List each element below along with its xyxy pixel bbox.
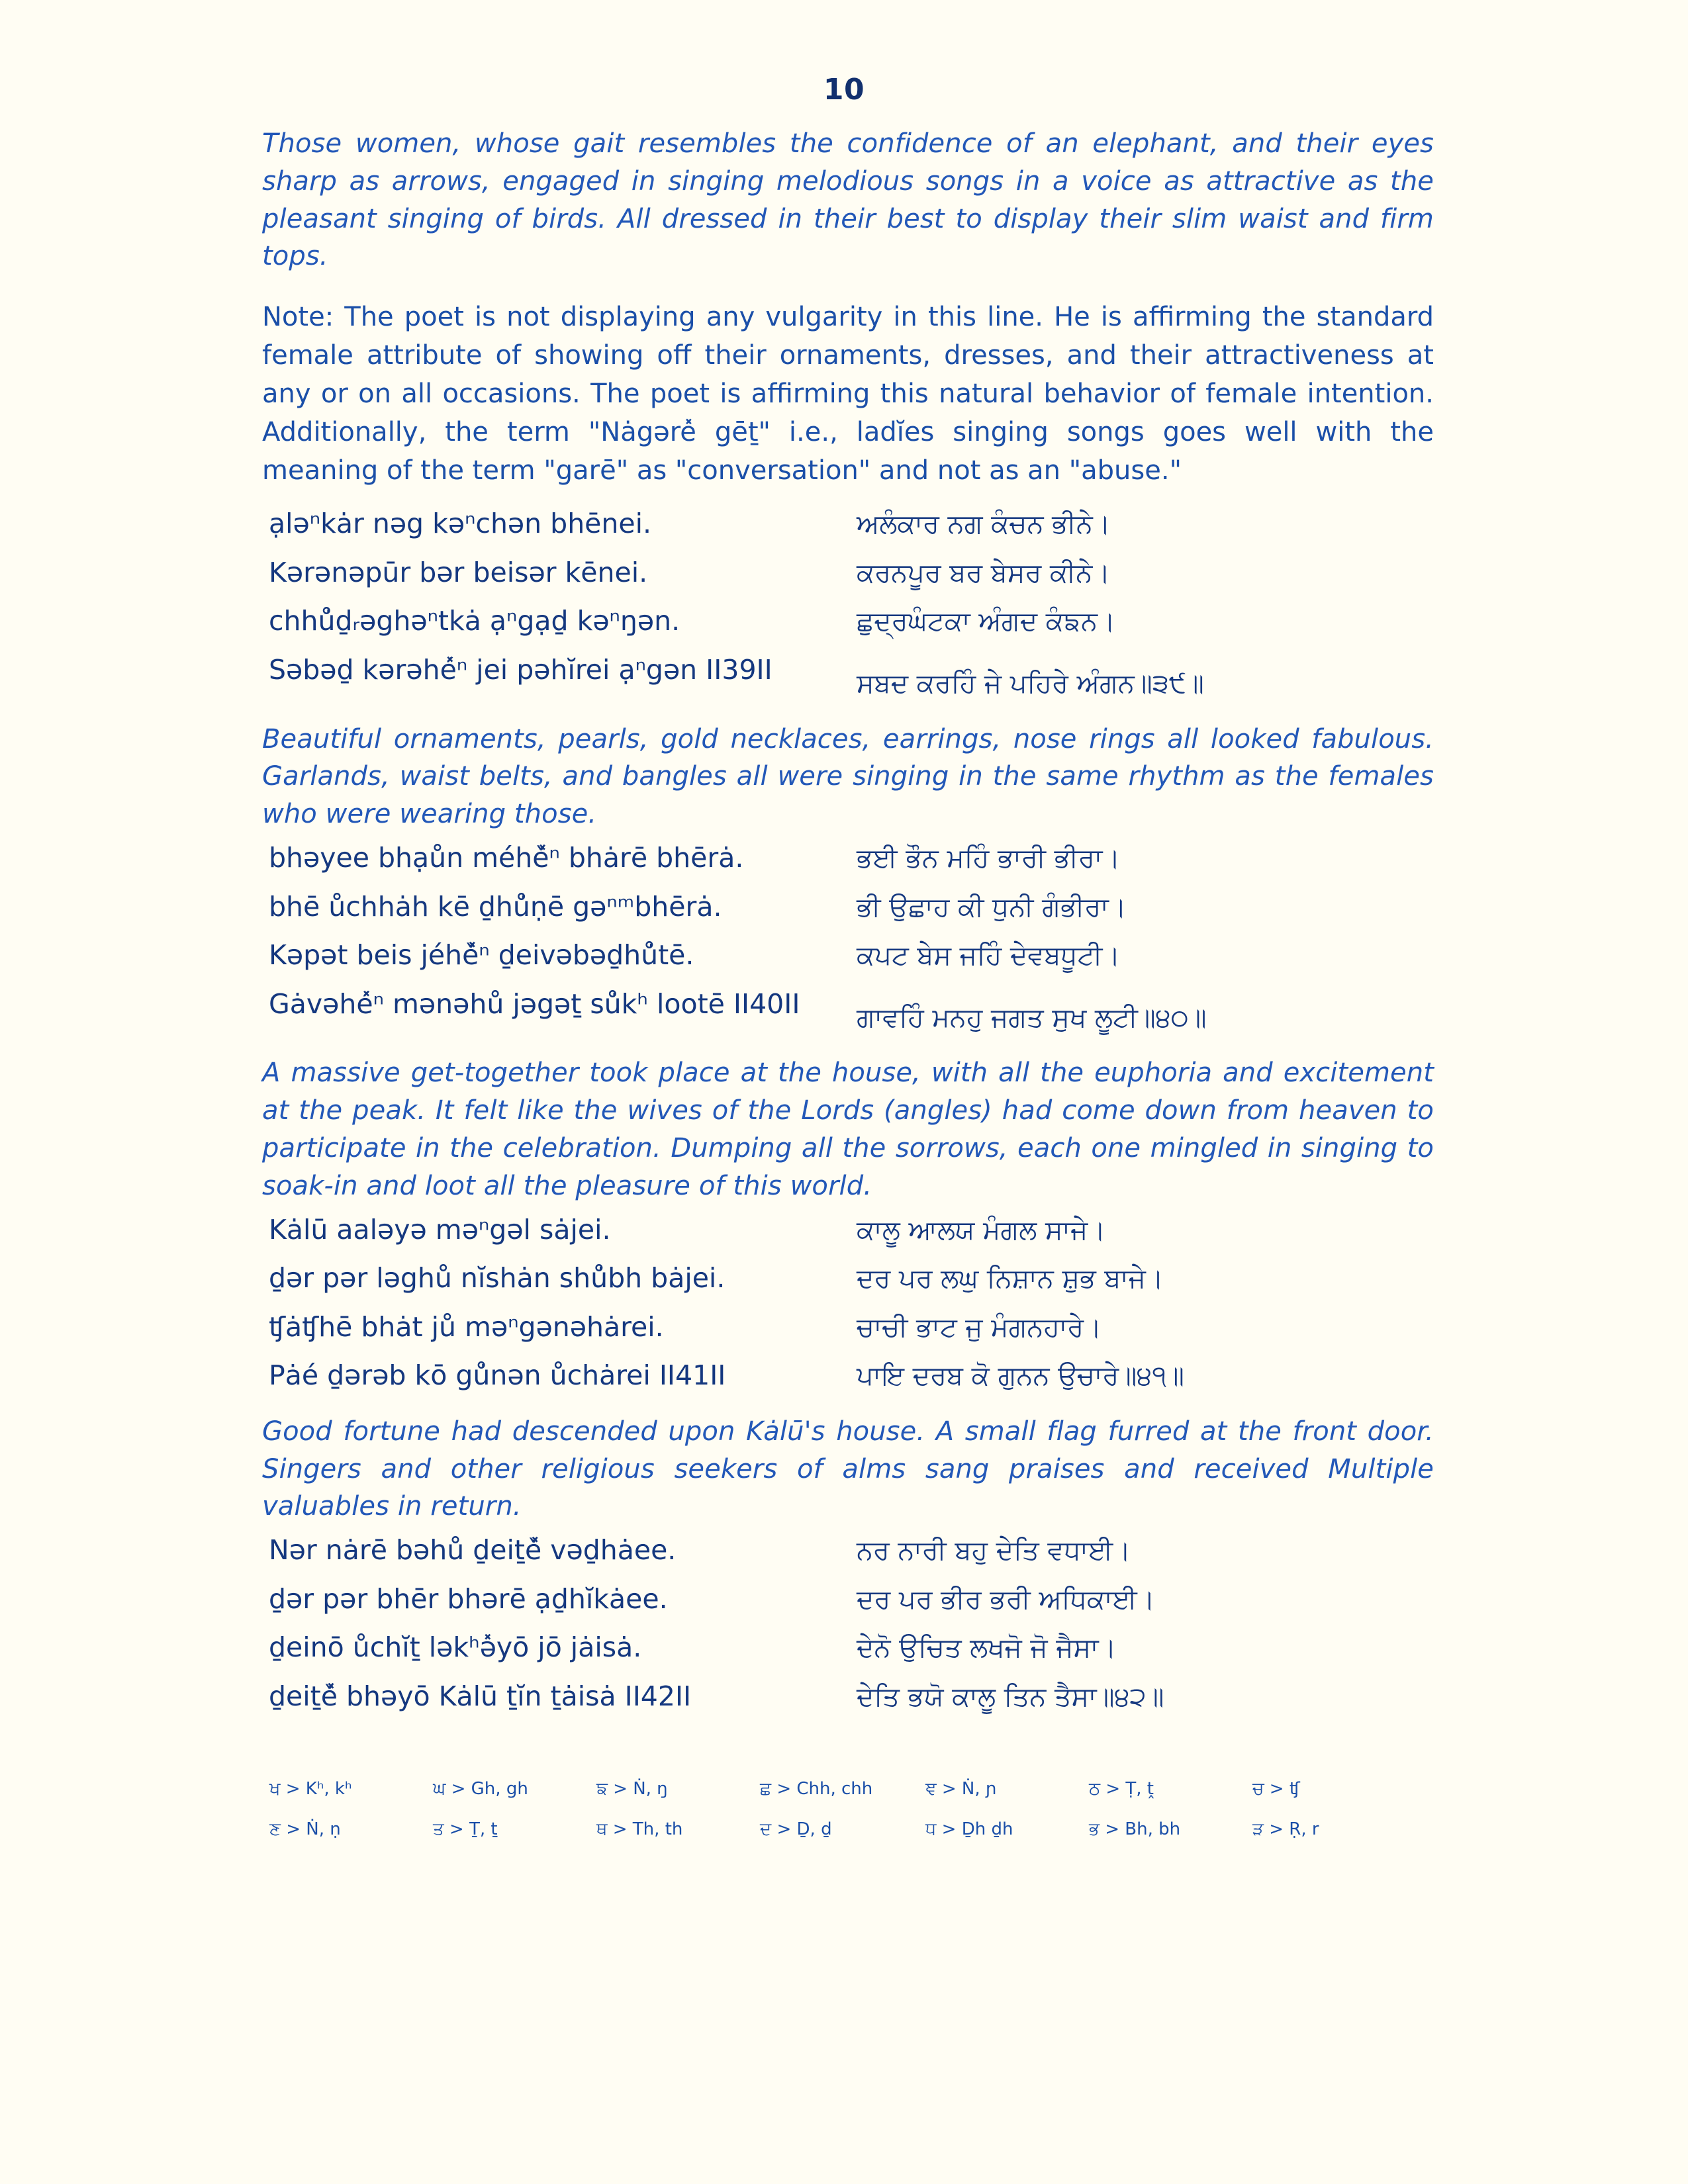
verse-line <box>262 1678 1434 1715</box>
verse-line <box>262 506 1434 543</box>
verse-latin: Kȧlū aaləyə məⁿgəl sȧjei. <box>269 1213 611 1246</box>
verse-line <box>262 1629 1434 1666</box>
verse-line <box>262 1309 1434 1346</box>
legend-item: ਦ > Ḏ, ḏ <box>760 1819 832 1839</box>
verse-gurmukhi: ਅਲੰਕਾਰ ਨਗ ਕੰਚਨ ਭੀਨੇ। <box>857 509 1111 540</box>
verse-latin: Kərənəpūr bər beisər kēnei. <box>269 556 648 588</box>
verse-latin: ḏər pər bhēr bhərē ạḏhĭkȧee. <box>269 1582 668 1615</box>
transliteration-legend <box>254 1779 1434 1840</box>
verse-line <box>262 1581 1434 1618</box>
verse-gurmukhi: ਛੁਦ੍ਰਘੰਟਕਾ ਅੰਗਦ ਕੰਙਨ। <box>857 606 1115 637</box>
verse-line <box>262 555 1434 592</box>
legend-item: ਛ > Chh, chh <box>760 1778 873 1799</box>
verse-latin: Nər nȧrē bəhů ḏeiṯě̽ vəḏhȧee. <box>269 1534 677 1567</box>
verse-block-39 <box>262 506 1434 702</box>
verse-latin: ʧȧʧhē bhȧt jů məⁿgənəhȧrei. <box>269 1310 664 1343</box>
legend-item: ਠ > Ṭ, ṱ <box>1089 1778 1154 1799</box>
verse-line <box>262 1357 1434 1394</box>
legend-item: ਚ > ʧ <box>1252 1778 1300 1799</box>
verse-gurmukhi: ਦਰ ਪਰ ਲਘੁ ਨਿਸ਼ਾਨ ਸ਼ੁਭ ਬਾਜੇ। <box>857 1263 1164 1295</box>
verse-gurmukhi: ਦੇਨੋ ਉਚਿਤ ਲਖਜੋ ਜੋ ਜੈਸਾ। <box>857 1633 1117 1664</box>
verse-line <box>262 937 1434 974</box>
verse-latin: ḏeiṯě̽ bhəyō Kȧlū ṯĭn ṯȧisȧ II42II <box>269 1680 692 1713</box>
verse-gurmukhi: ਦੇਤਿ ਭਯੋ ਕਾਲੂ ਤਿਨ ਤੈਸਾ॥੪੨॥ <box>857 1682 1164 1713</box>
verse-line <box>262 1532 1434 1569</box>
verse-gurmukhi: ਕਪਟ ਬੇਸ ਜਹਿੰ ਦੇਵਬਧੂਟੀ। <box>857 940 1121 972</box>
page-content <box>254 125 1434 1715</box>
legend-item: ਣ > Ṅ, ṇ <box>269 1819 341 1839</box>
legend-item: ਧ > Ḏh ḏh <box>925 1819 1013 1839</box>
translation-paragraph-3: A massive get-together took place at the house, with all the euphoria and excitement at the peak. It felt like the wives of the Lords (angles) had come down from heaven to participate in the celebration. Dumping all the sorrows, each one mingled in singing to soak-in and loot all the pleasure of this world. <box>262 1058 1434 1201</box>
verse-gurmukhi: ਸਬਦ ਕਰਹਿੰ ਜੇ ਪਹਿਰੇ ਅੰਗਨ॥੩੯॥ <box>857 668 1204 699</box>
verse-line <box>262 986 1434 1036</box>
verse-latin: bhəyee bhạůn méhě̽ⁿ bhȧrē bhērȧ. <box>269 841 744 874</box>
verse-block-41 <box>262 1212 1434 1394</box>
verse-latin: chhů̇ḏᵣəghəⁿtkȧ ạⁿgạḏ kəⁿŋən. <box>269 605 680 637</box>
verse-gurmukhi: ਚਾਚੀ ਭਾਟ ਜੁ ਮੰਗਨਹਾਰੇ। <box>857 1312 1102 1343</box>
verse-gurmukhi: ਭੀ ਉਛਾਹ ਕੀ ਧੁਨੀ ਗੰਭੀਰਾ। <box>857 891 1127 923</box>
verse-latin: Səbəḏ kərəhé̽ⁿ jei pəhĭrei ạⁿgən II39II <box>269 653 773 686</box>
note-paragraph-1: Note: The poet is not displaying any vulgarity in this line. He is affirming the standard female attribute of showing off their ornaments, dresses, and their attractiveness at any or on all occasions. The poet is affirming this natural behavior of female intention. Additionally, the term "Nȧgəre̽ gēṯ" i.e., ladĭes singing songs goes well with the meaning of the term "garē" as "conversation" and not as an "abuse." <box>262 302 1434 486</box>
verse-gurmukhi: ਕਰਨਪੂਰ ਬਰ ਬੇਸਰ ਕੀਨੇ। <box>857 557 1111 588</box>
translation-paragraph-4: Good fortune had descended upon Kȧlū's house. A small flag furred at the front door. Singers and other religious seekers of alms sang praises and received Multiple valuables in return. <box>262 1416 1434 1522</box>
page-number: 10 <box>823 73 865 107</box>
legend-item: ਤ > Ṯ, ṯ <box>433 1819 498 1839</box>
verse-gurmukhi: ਦਰ ਪਰ ਭੀਰ ਭਰੀ ਅਧਿਕਾਈ। <box>857 1584 1155 1615</box>
verse-gurmukhi: ਭਈ ਭੌਨ ਮਹਿੰ ਭਾਰੀ ਭੀਰਾ। <box>857 842 1121 874</box>
verse-gurmukhi: ਗਾਵਹਿੰ ਮਨਹੁ ਜਗਤ ਸੁਖ ਲੂਟੀ॥੪੦॥ <box>857 1002 1207 1033</box>
legend-item: ਘ > Gh, gh <box>433 1778 528 1799</box>
verse-line <box>262 889 1434 926</box>
verse-gurmukhi: ਕਾਲੂ ਆਲਯ ਮੰਗਲ ਸਾਜੇ। <box>857 1214 1106 1246</box>
translation-paragraph-2: Beautiful ornaments, pearls, gold necklaces, earrings, nose rings all looked fabulous. Garlands, waist belts, and bangles all were singing in the same rhythm as the females who were wearing those. <box>262 723 1434 830</box>
verse-latin: Kəpət beis jéhě̽ⁿ ḏeivəbəḏhů̇tē. <box>269 939 694 972</box>
verse-latin: ḏeinō ůchĭṯ ləkʰə̽yō jō jȧisȧ. <box>269 1631 642 1664</box>
verse-line <box>262 1260 1434 1297</box>
legend-row-1 <box>269 1779 1434 1799</box>
translation-paragraph-1: Those women, whose gait resembles the confidence of an elephant, and their eyes sharp as arrows, engaged in singing melodious songs in a voice as attractive as the pleasant singing of birds. All dressed in their best to display their slim waist and firm tops. <box>262 128 1434 272</box>
verse-latin: ḏər pər ləghů nĭshȧn shů̇bh bȧjei. <box>269 1262 726 1295</box>
legend-item: ੜ > Ṛ, r <box>1252 1819 1319 1839</box>
legend-item: ਙ > Ṅ, ŋ <box>596 1778 668 1799</box>
legend-item: ਖ > Kʰ, kʰ <box>269 1778 352 1799</box>
legend-item: ਞ > Ṅ, ɲ <box>925 1778 997 1799</box>
verse-block-42 <box>262 1532 1434 1715</box>
verse-line <box>262 840 1434 877</box>
verse-line <box>262 652 1434 702</box>
verse-latin: Pȧé ḏərəb kō gů̇nən ůchȧrei II41II <box>269 1359 726 1392</box>
verse-block-40 <box>262 840 1434 1036</box>
legend-item: ਥ > Th, th <box>596 1819 683 1839</box>
verse-gurmukhi: ਪਾਇ ਦਰਬ ਕੋ ਗੁਨਨ ਉਚਾਰੇ॥੪੧॥ <box>857 1361 1185 1392</box>
verse-line <box>262 603 1434 640</box>
verse-latin: bhē ůchhȧh kē ḏhů̇ṇē gəⁿᵐbhērȧ. <box>269 890 722 923</box>
legend-item: ਭ > Bh, bh <box>1089 1819 1181 1839</box>
verse-line <box>262 1212 1434 1249</box>
verse-gurmukhi: ਨਰ ਨਾਰੀ ਬਹੁ ਦੇਤਿ ਵਧਾਈ। <box>857 1535 1131 1567</box>
legend-row-2 <box>269 1819 1434 1840</box>
verse-latin: ạləⁿkȧr nəg kəⁿchən bhēnei. <box>269 508 652 540</box>
verse-latin: Gȧvəhé̽ⁿ mənəhů jəgəṯ sů̇kʰ lootē II40II <box>269 987 800 1020</box>
